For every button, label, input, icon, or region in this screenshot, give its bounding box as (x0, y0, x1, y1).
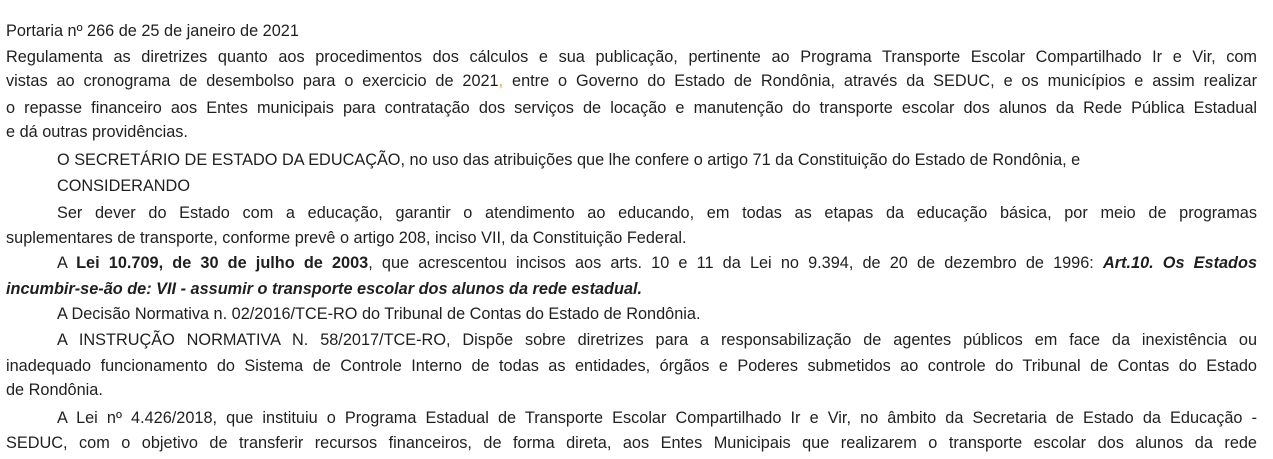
ementa-line-2a: vistas ao cronograma de desembolso para o exercicio de 2021 (6, 72, 499, 90)
ementa-comma-mark: , (498, 72, 504, 90)
clause-1-line-2: suplementares de transporte, conforme prevê o artigo 208, inciso VII, da Constituição Federal. (6, 229, 687, 247)
clause-4-line-3: de Rondônia. (6, 381, 103, 399)
clause-3: A Decisão Normativa n. 02/2016/TCE-RO do Tribunal de Contas do Estado de Rondônia. (57, 305, 701, 323)
ementa-line-3: o repasse financeiro aos Entes municipais para contratação dos serviços de locação e manutenção do transporte escolar dos alunos da Rede Pública Estadual (6, 99, 1257, 117)
clause-4-line-1: A INSTRUÇÃO NORMATIVA N. 58/2017/TCE-RO, Dispõe sobre diretrizes para a responsabilização de agentes públicos em face da inexistência ou (57, 331, 1257, 349)
clause-4-line-2: inadequado funcionamento do Sistema de Controle Interno de todas as entidades, órgãos e Poderes submetidos ao controle do Tribunal de Contas do Estado (6, 357, 1257, 375)
clause-2-law-reference: Lei 10.709, de 30 de julho de 2003 (76, 254, 369, 272)
clause-2-mid: , que acrescentou incisos aos arts. 10 e 11 da Lei no 9.394, de 20 de dezembro de 1996: (368, 254, 1103, 272)
preamble-text: O SECRETÁRIO DE ESTADO DA EDUCAÇÃO, no uso das atribuições que lhe confere o artigo 71 da Constituição do Estado de Rondônia, e (57, 151, 1081, 169)
clause-2-article: Art.10. Os Estados (1102, 254, 1257, 272)
considerando-heading: CONSIDERANDO (57, 177, 190, 195)
ementa-line-4: e dá outras providências. (6, 123, 188, 141)
clause-1-line-1: Ser dever do Estado com a educação, garantir o atendimento ao educando, em todas as etapas da educação básica, por meio de programas (57, 204, 1257, 222)
ementa-line-1: Regulamenta as diretrizes quanto aos procedimentos dos cálculos e sua publicação, pertinente ao Programa Transporte Escolar Compartilhado Ir e Vir, com (6, 48, 1257, 66)
ementa-line-2 (6, 71, 1257, 91)
portaria-title: Portaria nº 266 de 25 de janeiro de 2021 (6, 22, 299, 40)
clause-2-line-2: incumbir-se-ão de: VII - assumir o transporte escolar dos alunos da rede estadual. (6, 280, 643, 298)
ementa-line-2b: entre o Governo do Estado de Rondônia, através da SEDUC, e os municípios e assim realizar (503, 72, 1257, 90)
clause-5-line-2: SEDUC, com o objetivo de transferir recursos financeiros, de forma direta, aos Entes Municipais que realizarem o transporte escolar dos alunos da rede (6, 434, 1257, 452)
clause-2-pre: A (57, 254, 77, 272)
clause-5-line-1: A Lei nº 4.426/2018, que instituiu o Programa Estadual de Transporte Escolar Compartilhado Ir e Vir, no âmbito da Secretaria de Estado da Educação - (57, 409, 1257, 427)
clause-2-line-1 (57, 253, 1257, 273)
